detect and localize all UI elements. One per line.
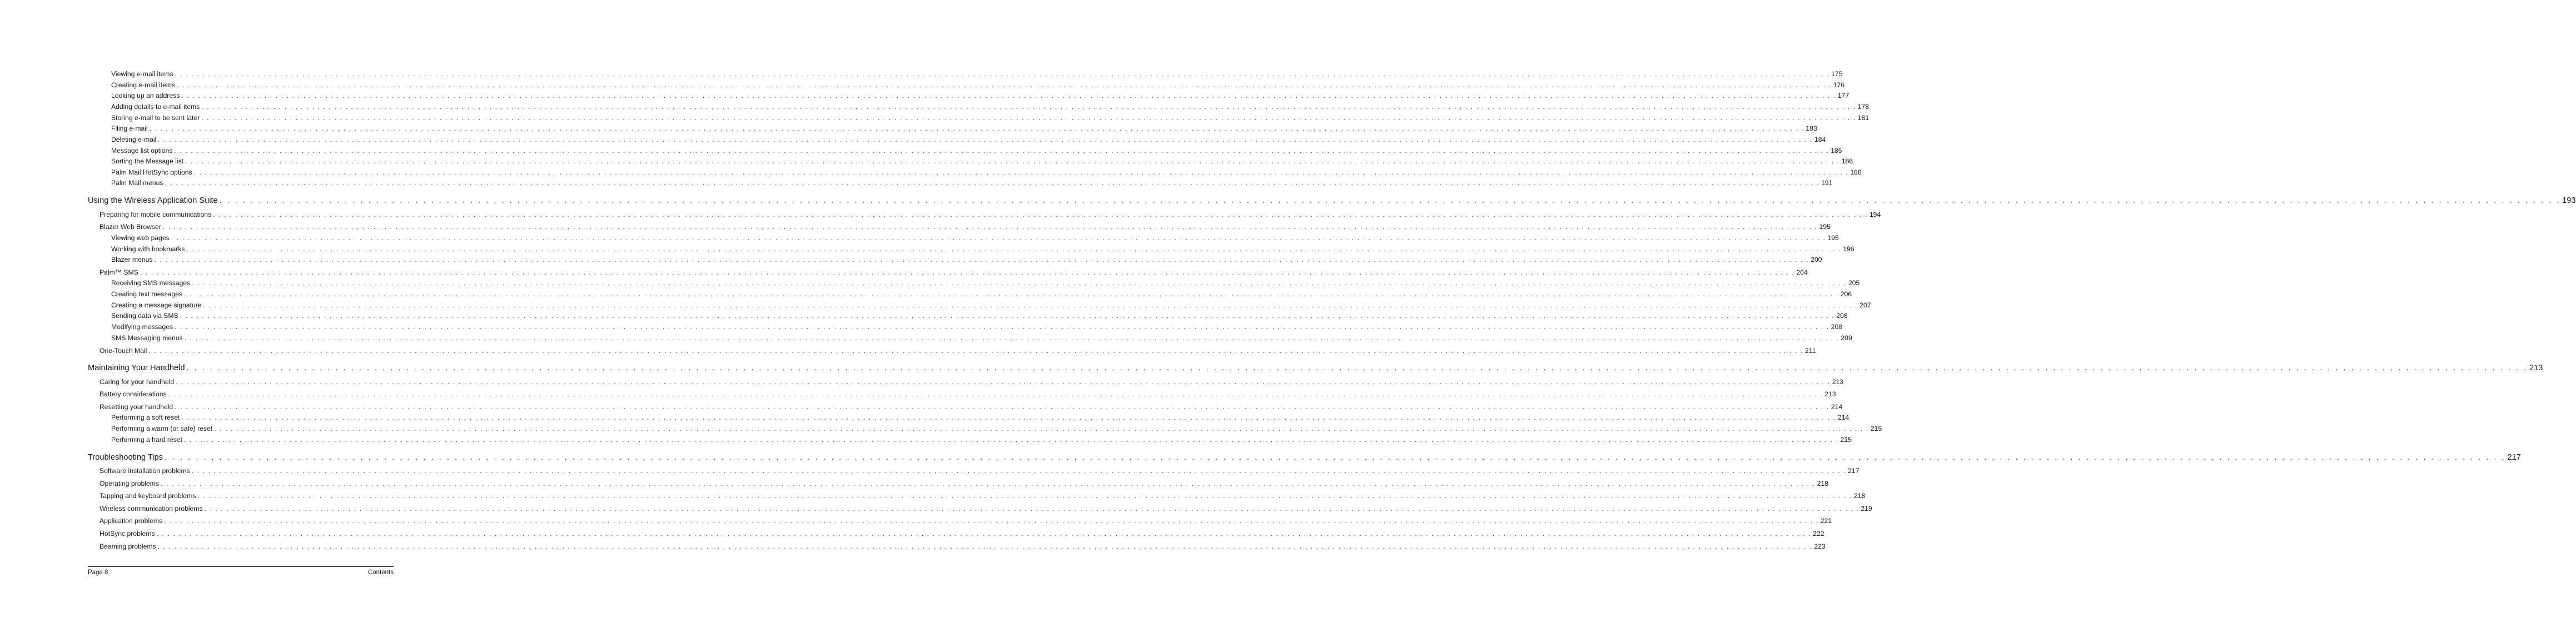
toc-entry-page: 219 [1861,505,1872,512]
footer-rule [88,566,394,567]
toc-leader-dots: . . . . . . . . . . . . . . . . . . . . . . . . . . . . . . . . . . . . . . . . . . . . . . . . . . . . . . . . . . . . . . . . . . . . . . . . . . . . . . . . . . . . . . . . . . . . . . . . . . . . . . . . . . . . . . . . . . . . . . . . . . . . . . . . . . . . . . . . . . . . . . . . . . . . . . . . . . . . . . . . . . . . . . . . . . . . . . . . . . . . . . . . . . . . . . . . . . . . . . . . . . . . . . . . . . . . . . . . . . . . . . . . . . . . . . . . . . . . . . . . . . . . . . . . . . . . . . . . . . . . . . . . . . . . . . . . . . . . . . . . . . . . . . . . . . . . . . . . . . . [162,223,1818,231]
toc-leader-dots: . . . . . . . . . . . . . . . . . . . . . . . . . . . . . . . . . . . . . . . . . . . . . . . . . . . . . . . . . . . . . . . . . . . . . . . . . . . . . . . . . . . . . . . . . . . . . . . . . . . . . . . . . . . . . . . . . . . . . . . . . . . . . . . . . . . . . . . . . . . . . . . . . . . . . . . . . . . . . . . . . . . . . . . . . . . . . . . . . . . . . . . . . . . . . . . . . . . . . . . . . . . . . . . . . . . . . . . . . . . . . . . . . . . . . . . . . . . . . . . . . . . . . . . . . . . . . . . . . . . . . . . . . . . . . . . . . . . . . . . . . . . . . . . . . . . . . . . . . . . [201,103,1856,111]
toc-entry-page: 175 [1831,70,1843,78]
toc-entry [111,414,1849,421]
toc-entry-page: 215 [1870,425,1882,432]
toc-entry-title: Modifying messages [111,323,173,331]
toc-entry-title: Performing a warm (or safe) reset [111,425,213,432]
toc-entry-page: 218 [1817,480,1829,487]
toc-entry-title: Message list options [111,147,173,155]
toc-entry [111,157,1853,165]
toc-entry [111,334,1852,342]
toc-entry-title: Resetting your handheld [100,403,173,411]
toc-leader-dots: . . . . . . . . . . . . . . . . . . . . . . . . . . . . . . . . . . . . . . . . . . . . . . . . . . . . . . . . . . . . . . . . . . . . . . . . . . . . . . . . . . . . . . . . . . . . . . . . . . . . . . . . . . . . . . . . . . . . . . . . . . . . . . . . . . . . . . . . . . . . . . . . . . . . . . . . . . . . . . . . . . . . . . . . . . . . . . . . . . . . . . . . . . . . . . . . . . . . . . . . . . . . . . . . . . . . . . . . . . . . . . . . . . . . . . . . . . . . . . . . . . . . . . . . . . . . . . . . . . . . . . . . . . . . . . . . . . . . . . . . . . . . . . . . . . . . . . . . . . . [181,414,1836,421]
toc-entry-title: Software installation problems [100,467,190,475]
toc-entry-page: 213 [1824,390,1836,398]
toc-entry-title: Preparing for mobile communications [100,211,212,218]
toc-entry [100,467,1859,475]
toc-entry-title: Filing e-mail [111,125,148,132]
toc-entry [100,268,1808,276]
toc-entry-title: Troubleshooting Tips [88,453,163,462]
toc-leader-dots: . . . . . . . . . . . . . . . . . . . . . . . . . . . . . . . . . . . . . . . . . . . . . . . . . . . . . . . . . . . . . . . . . . . . . . . . . . . . . . . . . . . . . . . . . . . . . . . . . . . . . . . . . . . . . . . . . . . . . . . . . . . . . . . . . . . . . . . . . . . . . . . . . . . . . . . . . . . . . . . . . . . . . . . . . . . . . . . . . . . . . . . . . . . . . . . . . . . . . . . . . . . . . . . . . . . . . . . . . . . . . . . . . . . . . . . . . . . . . . . . . . . . . . . . . . . . . . . . . . . . . . . . . . . . . . . . . . . . . . . . . . . . . . . . . . . . . . . . . . . [175,323,1829,331]
toc-entry-title: HotSync problems [100,530,155,538]
toc-entry-title: Performing a hard reset [111,436,183,444]
toc-entry-title: Wireless communication problems [100,505,203,512]
toc-leader-dots: . . . . . . . . . . . . . . . . . . . . . . . . . . . . . . . . . . . . . . . . . . . . . . . . . . . . . . . . . . . . . . . . . . . . . . . . . . . . . . . . . . . . . . . . . . . . . . . . . . . . . . . . . . . . . . . . . . . . . . . . . . . . . . . . . . . . . . . . . . . . . . . . . . . . . . . . . . . . . . . . . . . . . . . . . . . . . . . . . . . . . . . . . . . . . . . . . . . . . . . . . . . . . . . . . . . . . . . . . . . . . . . . . . . . . . . . . . . . . . . . . . . . . . . . . . . . . . . . . . . . . . . . . . . . . . . . . . . . . . . . . . . . . . . . . . . . . . . . . . . [148,347,1804,355]
toc-entry [100,347,1816,355]
toc-entry [111,125,1817,132]
toc-entry [100,543,1826,550]
toc-leader-dots: . . . . . . . . . . . . . . . . . . . . . . . . . . . . . . . . . . . . . . . . . . . . . . . . . . . . . . . . . . . . . . . . . . . . . . . . . . . . . . . . . . . . . . . . . . . . . . . . . . . . . . . . . . . . . . . . . . . . . . . . . . . . . . . . . . . . . . . . . . . . . . . . . . . . . . . . . . . . . . . . . . . . . . . . . . . . . . . . . . . . . . . . . . . . . . . . . . . . . . . . . . . . . . . . . . . . . . . . . . . . . . . . . . . . . . . . . . . . . . . . . . . . . . . . . . . . . . . . . . . . . . . . . . . . . . . . . . . . . . . . . . . . . . . . . . . . . . . . . . . [174,147,1829,155]
toc-leader-dots: . . . . . . . . . . . . . . . . . . . . . . . . . . . . . . . . . . . . . . . . . . . . . . . . . . . . . . . . . . . . . . . . . . . . . . . . . . . . . . . . . . . . . . . . . . . . . . . . . . . . . . . . . . . . . . . . . . . . . . . . . . . . . . . . . . . . . . . . . . . . . . . . . . . . . . . . . . . . . . . . . . . . . . . . . . . . . . . . . . . . . . . . . . . . . . . . . . . . . . . . . . . . . . . . . . . . . . . . . . . . . . . . . . . . . . . . . . . . . . . . . . . . . . . . . . . . . . . . . . . . . . . . . . . . . . . . . . . . . . . . . . . . . . . . . . . . . . . . . . . [203,301,1858,309]
toc-entry [111,245,1854,253]
toc-entry [111,147,1842,155]
toc-entry-title: Receiving SMS messages [111,279,191,287]
toc-entry-title: Operating problems [100,480,160,487]
toc-entry-page: 223 [1814,543,1826,550]
toc-leader-dots: . . . . . . . . . . . . . . . . . . . . . . . . . . . . . . . . . . . . . . . . . . . . . . . . . . . . . . . . . . . . . . . . . . . . . . . . . . . . . . . . . . . . . . . . . . . . . . . . . . . . . . . . . . . . . . . . . . . . . . . . . . . . . . . . . . . . . . . . . . . . . . . . . . . . . . . . . . . . . . . . . . . . . . . . . . . . . . . . . . . . . . . . . . . . . . . . . . . . . . . . . . . . . . . . . . . . . . . . . . . . . . . . . . . . . . . . . . . . . . . . . . . . . . . . . . . . . . . . . . . . . . . . . . . . . . . . . . . . . . . . . . . . . . . . . . . . . . . . . . . [175,70,1830,78]
toc-leader-dots: . . . . . . . . . . . . . . . . . . . . . . . . . . . . . . . . . . . . . . . . . . . . . . . . . . . . . . . . . . . . . . . . . . . . . . . . . . . . . . . . . . . . . . . . . . . . . . . . . . . . . . . . . . . . . . . . . . . . . . . . . . . . . . . . . . . . . . . . . . . . . . . . . . . . . . . . . . . . . . . . . . . . . . . . . . . . . . . . . . . . . . . . . . . . . . . . . . . . . . . . . . . . . . . . . . . . . . . . . . . . . . . . . . . . . . . . . . . . . . . . . . . . . . . . . . . . . . . . . . . . . . . . . . . . . . . . . . . . . . . . . . . . . . . . . . . . . . . . . . . [154,256,1809,263]
toc-leader-dots: . . . . . . . . . . . . . . . . . . . . . . . . . . . . . . . . . . . . . . . . . . . . . . . . . . . . . . . . . . . . . . . . . . . . . . . . . . . . . . . . . . . . . . . . . . . . . . . . . . . . . . . . . . . . . . . . . . . . . . . . . . . . . . . . . . . . . . . . . . . . . . . . . . . . . . . . . . . . . . . . . . . . . . . . . . . . . . . . . . . . . . . . . . . . . . . . . . . . . . . . . . . . . . . . . . . . . . . . . . . . . . . . . . . . . . . . . . . . . . . . . . . . . . . . . . . . . . . . . . . . . . . . . . . . . . . . . . . . . . . . . . . . . . . . . . . . . . . . . . . [157,543,1813,550]
toc-entry-page: 222 [1813,530,1824,538]
toc-leader-dots: . . . . . . . . . . . . . . . . . . . . . . . . . . . . . . . . . . . . . . . . . . . . . . . . . . . . . . . . . . . . . . . . . . . . . . . . . . . . . . . . . . . . . . . . . . . . . . . . . . . . . . . . . . . . . . . . . . . . . . . . . . . . . . . . . . . . . . . . . . . . . . . . . . . . . . . . . . . . . . . . . . . . . . . . . . . . . . . . . . . . . . . . . . . . . . . . . . . . . . . . . . . . . . . . . . . . . . . . . . . . . . . . . . . . . . . . . . . . . . . . . . . . . . . . . . . . . . . . . . . . . . . . . . . . . . . . . . . . . . . . . . . . . . . . . . . . . . . . . . . [186,245,1842,253]
toc-entry-page: 185 [1831,147,1842,155]
toc-entry-page: 206 [1840,290,1852,298]
toc-entry [111,234,1839,242]
toc-entry-title: Adding details to e-mail items [111,103,200,111]
toc-leader-dots: . . . . . . . . . . . . . . . . . . . . . . . . . . . . . . . . . . . . . . . . . . . . . . . . . . . . . . . . . . . . . . . . . . . . . . . . . . . . . . . . . . . . . . . . . . . . . . . . . . . . . . . . . . . . . . . . . . . . . . . . . . . . . . . . . . . . . . . . . . . . . . . . . . . . . . . . . . . . . . . . . . . . . . . . . . . . . . . . . . . . . . . . . . . . . . . . . . . . . . . . . . . . . . . . . . . . . . . . . . . . . . . . . . . . . . . . . . . . . . . . . . . . . . . . . . . . . . . . . . . . . . . . . . . . . . . . . . . . . . . . . . . . . . . . . . . . . . . . . . . [184,290,1839,298]
toc-entry [111,301,1871,309]
toc-entry-page: 205 [1848,279,1860,287]
toc-leader-dots: . . . . . . . . . . . . . . . . . . . . . . . . . . . . . . . . . . . . . . . . . . . . . . . . . . . . . . . . . . . . . . . . . . . . . . . . . . . . . . . . . . . . . . . . . . . . . . . . . . . . . . . . . . . . . . . . . . . . . . . . . . . . . . . . . . . . . . . . . . . . . . . . . . . . . . . . . . . . . . . . . . . . . . . . . . . . . . . . . . . . . . . . . . . . . . . . . . . . . . . . . . . . . . . . . . . . . . . . . . . . . . . . . . . . . . . . . . . . . . . . . . . . . . . . . . . . . . . . . . . . . . . . . . . . . . . . . . . . . . . . . . . . . . . . . . . . . . . . . . . [197,492,1853,500]
toc-leader-dots: . . . . . . . . . . . . . . . . . . . . . . . . . . . . . . . . . . . . . . . . . . . . . . . . . . . . . . . . . . . . . . . . . . . . . . . . . . . . . . . . . . . . . . . . . . . . . . . . . . . . . . . . . . . . . . . . . . . . . . . . . . . . . . . . . . . . . . . . . . . . . . . . . . . . . . . . . . . . . . . . . . . . . . . . . . . . . . . . . . . . . . . . . . . . . . . . . . . . . . . . . . . . . . . . . . . . . . . . . . . . . . . . . . . . . . . . . . . . . . . . . . . . . . . . . . . . . . . . . . . . . . . . . . . . . . . . . . . . . . . . . . . . . . . . . . . . . . . . . . . [177,81,1832,89]
toc-leader-dots: . . . . . . . . . . . . . . . . . . . . . . . . . . . . . . . . . . . . . . . . . . . . . . . . . . . . . . . . . . . . . . . . . . . . . . . . . . . . . . . . . . . . . . . . . . . . . . . . . . . . . . . . . . . . . . . . . . . . . . . . . . . . . . . . . . . . . . . . . . . . . . . . . . . . . . . . . . . . . . . . . . . . . . . . . . . . . . . . . . . . . . . . . . . . . . . . . . . . . . . . . . . . . . . . . . . . . . . . . . . . . . . . . . . . . . . . . . . . . . . . . . . . . . . . . . . . . . . . . . . . . . . . . . . . . . . . . . . . . . . . . . . . . . . . . . . . . . . . . . . [164,517,1819,525]
toc-entry-page: 196 [1843,245,1854,253]
toc-entry-title: Palm™ SMS [100,268,138,276]
toc-leader-dots: . . . . . . . . . . . . . . . . . . . . . . . . . . . . . . . . . . . . . . . . . . . . . . . . . . . . . . . . . . . . . . . . . . . . . . . . . . . . . . . . . . . . . . . . . . . . . . . . . . . . . . . . . . . . . . . . . . . . . . . . . . . . . . . . . . . . . . . . . . . . . . . . . . . . . . . . . . . . . . . . . . . . . . . . . . . . . . . . . . . . . . . . . . . . . . . . . . . . . . . . . . . . . . . . . . . . . . . . . . . . . . . . . . . . . . . . . . . . . . . . . . . . . . . . . . . . . . . . . . . . . . . . . . . . . . . . . . . . . . . . . . . . . . . . . . . . . . . . . . . [176,378,1831,386]
toc-entry [100,480,1829,487]
toc-leader-dots: . . . . . . . . . . . . . . . . . . . . . . . . . . . . . . . . . . . . . . . . . . . . . . . . . . . . . . . . . . . . . . . . . . . . . . . . . . . . . . . . . . . . . . . . . . . . . . . . . . . . . . . . . . . . . . . . . . . . . . . . . . . . . . . . . . . . . . . . . . . . . . . . . . . . . . . . . . . . . . . . . . . . . . . . . . . . . . . . . . . . . . . . . . . . . . . . . . . . . . . . . . . . . . . . . . . . . . . . . . . . . . . . . . . . . . . . . . . . . . . . . . . . . . . . . . . . . . . . . . . . . . . . . . . . . . . . . . . . . . . . . . . . . . . . . . . . . . . . . . . [140,268,1795,276]
toc-leader-dots: . . . . . . . . . . . . . . . . . . . . . . . . . . . . . . . . . . . . . . . . . . . . . . . . . . . . . . . . . . . . . . . . . . . . . . . . . . . . . . . . . . . . . . . . . . . . . . . . . . . . . . . . . . . . . . . . . . . . . . . . . . . . . . . . . . . . . . . . . . . . . . . . . . . . . . . . . . . . . . . . . . . . . . . . . . . . . . . . . . . . . . . . . . . . . . . . . . . . . . . . . . . . . . . . . . . . . . . . . . . . . . . . . . . . . . . . . . . . . . . . . . . . . . . . . . . . . . . . . . . . . . . . . . . . . . . . . . . . . . . . . . . . . . . . . . . . . . . . . . . [204,505,1859,512]
toc-entry-page: 195 [1819,223,1831,231]
toc-entry-page: 217 [2507,453,2521,462]
toc-entry-title: Battery considerations [100,390,167,398]
toc-entry [100,223,1831,231]
toc-leader-dots: . . . . . . . . . . . . . . . . . . . . . . . . . . . . . . . . . . . . . . . . . . . . . . . . . . . . . . . . . . . . . . . . . . . . . . . . . . . . . . . . . . . . . . . . . . . . . . . . . . . . . . . . . . . . . . . . . . . . . . . . . . . . . . . . . . . . . . . . . . . . . . . . . . . . . . . . . . . . . . . . . . . . . . . . . . . . . . . . . . . . . . . . . . . . . . . . . . . . . . . . . . . . . . . . . . . . . . . . . . . . . . . . . . . . . . . . . . . . . . . . . . . . . . . . . . . . . . . . . . . . . . . . . . . . . . . . . . . . . . . . . . . . . . . . . . . . . . . . . . . [191,467,1847,475]
toc-entry-page: 218 [1854,492,1866,500]
toc-leader-dots: . . . . . . . . . . . . . . . . . . . . . . . . . . . . . . . . . . . . . . . . . . . . . . . . . . . . . . . . . . . . . . . . . . . . . . . . . . . . . . . . . . . . . . . . . . . . . . . . . . . . . . . . . . . . . . . . . . . . . . . . . . . . . . . . . . . . . . . . . . . . . . . . . . . . . . . . . . . . . . . . . . . . . . . . . . . . . . . . . . . . . . . . . . . . . . . . . . . . . . . . . . . . . . . . . . . . . . . . . . . . . . . . . . . . . . . . . . . . . . . . . . . . . . . . . . . . . . . . . . . . . . . . . . . . . . . . . . . . . . . . . . . . . . . . . . . . . . . . . . . [180,312,1835,320]
toc-leader-dots: . . . . . . . . . . . . . . . . . . . . . . . . . . . . . . . . . . . . . . . . . . . . . . . . . . . . . . . . . . . . . . . . . . . . . . . . . . . . . . . . . . . . . . . . . . . . . . . . . . . . . . . . . . . . . . . . . . . . . . . . . . . . . . . . . . . . . . . . . . . . . . . . . . . . . . . . . . . . . . . . . . . . . . . . . . . . . . . . . . . . . . . . . . . . . . . . . . . . . . . . . . . . . . . . . . . . . . . . . . . . . . . . . . . . . . . . . . . . . . . . . . . . . . . . . . . . . . . . . . . . . . . . . . . . . . . . . . . . . . . . . . . . . . . . . . . . . . . . . . . [181,92,1837,99]
toc-entry [111,179,1833,187]
toc-leader-dots: . . . . . . . . . . . . . . . . . . . . . . . . . . . . . . . . . . . . . . . . . . . . . . . . . . . . . . . . . . . . . . . . . . . . . . . . . . . . . . . . . . . . . . . . . . . . . . . . . . . . . . . . . . . . . . . . . . . . . . . . . . . . . . . . . . . . . . . . . . . . . . . . . . . . . . . . . . . . . . . . . . . . . . . . . . . . . . . . . . . . . . . . . . . . . . . . . . . . . . . . . . . . . . . . . . . . . . . . . . . . . . . . . . . . . . . . . . . . . . . . . . . . . . . . . . . . . . . . . . . . . . . . . . . . . . . . . . . . . . . . . . . . . . . . . . . . . . . . . . . [156,530,1812,538]
toc-entry [100,505,1872,512]
toc-entry-title: Application problems [100,517,163,525]
toc-entry-page: 208 [1831,323,1843,331]
toc-entry [111,312,1848,320]
toc-entry-page: 214 [1831,403,1843,411]
toc-leader-dots: . . . . . . . . . . . . . . . . . . . . . . . . . . . . . . . . . . . . . . . . . . . . . . . . . . . . . . . . . . . . . . . . . . . . . . . . . . . . . . . . . . . . . . . . . . . . . . . . . . . . . . . . . . . . . . . . . . . . . . . . . . . . . . . . . . . . . . . . . . . . . . . . . . . . . . . . . . . . . . . . . . . . . . . . . . . . . . . . . . . . . . . . . . . . . . . . . . . . . . . . . . . . . . . . . . . . . . . . . . . . . . . . . . . . . . . . . . . . . . . . . . . . . . . . . . . . . . . . . . . . . . . . . . . . . . . . . . . . . . . . . . . . . . . . . . . . . . . . . . . [161,480,1816,487]
toc-entry [100,211,1881,218]
toc-entry-title: Beaming problems [100,543,156,550]
toc-entry-page: 193 [2562,196,2576,205]
toc-leader-dots: . . . . . . . . . . . . . . . . . . . . . . . . . . . . . . . . . . . . . . . . . . . . . . . . . . . . . . . . . . . . . . . . . . . . . . . . . . . . . . . . . . . . . . . . . . . . . . . . . . . . . . . . . . . . . . . . . . . . . . . . . . . . . . . . . . . . . . . . . . . . . . . . . . . . . . . . . . . . . . . . . . . . . . . . . . . . . . . . . . . . . . . . . . . . . . . . . . . . . . . . . . . . . . . . . . . . . . . . . . . . . . . . . . . . . . . . . . . . . . . . . . . . . . . . . . . . . . . . . . . . . . . . . . . . . . . . . . . . . . . . . . . . . . . . . . . . . . . . . . . [184,436,1839,444]
toc-entry [111,114,1869,122]
toc-entry [111,425,1882,432]
toc-entry [100,530,1824,538]
toc-entry-page: 183 [1806,125,1817,132]
toc-leader-dots: . . . . . . . . . . . . . . . . . . . . . . . . . . . . . . . . . . . . . . . . . . . . . . . . . . . . . . . . . . . . . . . . . . . . . . . . . . . . . . . . . . . . . . . . . . . . . . . . . . . . . . . . . . . . . . . . . . . . . . . . . . . . . . . . . . . . . . . . . . . . . . . . . . . . . . . . . . . . . . . . . . . . . . . . . . . . . . . . . . . . . . . . . . . . . . . . . . . . . . . . . . . . . . . . . . . . . . . . . . . . . . . . . . . . . . . . . . . . . . . . . . . . . . . . . . . . . . . . . . . . . . . . . . . . . . . . . . . . . . . . . . . . . . . . . . . . . . . . . . . [165,179,1820,187]
toc-leader-dots: . . . . . . . . . . . . . . . . . . . . . . . . . . . . . . . . . . . . . . . . . . . . . . . . . . . . . . . . . . . . . . . . . . . . . . . . . . . . . . . . . . . . . . . . . . . . . . . . . . . . . . . . . . . . . . . . . . . . . . . . . . . . . . . . . . . . . . . . . . . . . . . . . . . . . . . . . . . . . . . . . . . . . . . . . . . . . . . . . . . . . . . . . . . . . . . . . . . . . . . . . . . . . . . . . . . . . . . . . . . . . . . . . . . . . . . . . . . . . . . . . . . . . . . . . . . . . . . . . . . . . . . . . . . . . . . . . . . . . . . . . . . . . . . . . . . . . . . . . . . [219,196,2561,205]
toc-leader-dots: . . . . . . . . . . . . . . . . . . . . . . . . . . . . . . . . . . . . . . . . . . . . . . . . . . . . . . . . . . . . . . . . . . . . . . . . . . . . . . . . . . . . . . . . . . . . . . . . . . . . . . . . . . . . . . . . . . . . . . . . . . . . . . . . . . . . . . . . . . . . . . . . . . . . . . . . . . . . . . . . . . . . . . . . . . . . . . . . . . . . . . . . . . . . . . . . . . . . . . . . . . . . . . . . . . . . . . . . . . . . . . . . . . . . . . . . . . . . . . . . . . . . . . . . . . . . . . . . . . . . . . . . . . . . . . . . . . . . . . . . . . . . . . . . . . . . . . . . . . . [214,425,1869,432]
toc-entry-page: 213 [1832,378,1844,386]
toc-entry [88,453,2521,462]
toc-entry [111,70,1843,78]
toc-entry [111,81,1845,89]
toc-entry-title: Storing e-mail to be sent later [111,114,200,122]
toc-entry [111,136,1826,143]
toc-entry-page: 186 [1841,157,1853,165]
toc-leader-dots: . . . . . . . . . . . . . . . . . . . . . . . . . . . . . . . . . . . . . . . . . . . . . . . . . . . . . . . . . . . . . . . . . . . . . . . . . . . . . . . . . . . . . . . . . . . . . . . . . . . . . . . . . . . . . . . . . . . . . . . . . . . . . . . . . . . . . . . . . . . . . . . . . . . . . . . . . . . . . . . . . . . . . . . . . . . . . . . . . . . . . . . . . . . . . . . . . . . . . . . . . . . . . . . . . . . . . . . . . . . . . . . . . . . . . . . . . . . . . . . . . . . . . . . . . . . . . . . . . . . . . . . . . . . . . . . . . . . . . . . . . . . . . . . . . . . . . . . . . . . [201,114,1856,122]
toc-leader-dots: . . . . . . . . . . . . . . . . . . . . . . . . . . . . . . . . . . . . . . . . . . . . . . . . . . . . . . . . . . . . . . . . . . . . . . . . . . . . . . . . . . . . . . . . . . . . . . . . . . . . . . . . . . . . . . . . . . . . . . . . . . . . . . . . . . . . . . . . . . . . . . . . . . . . . . . . . . . . . . . . . . . . . . . . . . . . . . . . . . . . . . . . . . . . . . . . . . . . . . . . . . . . . . . . . . . . . . . . . . . . . . . . . . . . . . . . . . . . . . . . . . . . . . . . . . . . . . . . . . . . . . . . . . . . . . . . . . . . . . . . . . . . . . . . . . . . . . . . . . . [158,136,1813,143]
toc-entry-title: Maintaining Your Handheld [88,364,185,372]
toc-leader-dots: . . . . . . . . . . . . . . . . . . . . . . . . . . . . . . . . . . . . . . . . . . . . . . . . . . . . . . . . . . . . . . . . . . . . . . . . . . . . . . . . . . . . . . . . . . . . . . . . . . . . . . . . . . . . . . . . . . . . . . . . . . . . . . . . . . . . . . . . . . . . . . . . . . . . . . . . . . . . . . . . . . . . . . . . . . . . . . . . . . . . . . . . . . . . . . . . . . . . . . . . . . . . . . . . . . . . . . . . . . . . . . . . . . . . . . . . . . . . . . . . . . . . . . . . . . . . . . . . . . . . . . . . . . . . . . . . . . . . . . . . . . . . . . . . . . . . . . . . . . . [185,157,1840,165]
toc-entry-title: Performing a soft reset [111,414,180,421]
toc-entry-page: 200 [1811,256,1822,263]
toc-entry-title: Palm Mail HotSync options [111,168,192,176]
toc-entry-title: Sending data via SMS [111,312,178,320]
toc-leader-dots: . . . . . . . . . . . . . . . . . . . . . . . . . . . . . . . . . . . . . . . . . . . . . . . . . . . . . . . . . . . . . . . . . . . . . . . . . . . . . . . . . . . . . . . . . . . . . . . . . . . . . . . . . . . . . . . . . . . . . . . . . . . . . . . . . . . . . . . . . . . . . . . . . . . . . . . . . . . . . . . . . . . . . . . . . . . . . . . . . . . . . . . . . . . . . . . . . . . . . . . . . . . . . . . . . . . . . . . . . . . . . . . . . . . . . . . . . . . . . . . . . . . . . . . . . . . . . . . . . . . . . . . . . . . . . . . . . . . . . . . . . . . . . . . . . . . . . . . . . . . [149,125,1804,132]
toc-entry [111,168,1862,176]
toc-entry-title: Viewing web pages [111,234,170,242]
toc-entry [111,279,1860,287]
toc-entry [111,92,1849,99]
toc-entry-page: 204 [1796,268,1808,276]
toc-entry-title: Working with bookmarks [111,245,185,253]
toc-entry-page: 209 [1841,334,1852,342]
toc-leader-dots: . . . . . . . . . . . . . . . . . . . . . . . . . . . . . . . . . . . . . . . . . . . . . . . . . . . . . . . . . . . . . . . . . . . . . . . . . . . . . . . . . . . . . . . . . . . . . . . . . . . . . . . . . . . . . . . . . . . . . . . . . . . . . . . . . . . . . . . . . . . . . . . . . . . . . . . . . . . . . . . . . . . . . . . . . . . . . . . . . . . . . . . . . . . . . . . . . . . . . . . . . . . . . . . . . . . . . . . . . . . . . . . . . . . . . . . . . . . . . . . . . . . . . . . . . . . . . . . . . . . . . . . . . . . . . . . . . . . . . . . . . . . . . . . . . . . . . . . . . . . [213,211,1868,218]
toc-entry-page: 177 [1838,92,1849,99]
toc-entry-page: 208 [1836,312,1848,320]
toc-entry-page: 195 [1827,234,1839,242]
toc-entry [111,103,1869,111]
toc-entry [111,323,1843,331]
toc-entry-title: Sorting the Message list [111,157,184,165]
toc-entry-title: SMS Messaging menus [111,334,183,342]
toc-entry-title: Tapping and keyboard problems [100,492,196,500]
toc-entry-title: One-Touch Mail [100,347,147,355]
toc-entry-page: 213 [2529,364,2543,372]
toc-entry-page: 176 [1833,81,1845,89]
toc-entry [100,378,1844,386]
toc-entry-title: Deleting e-mail [111,136,157,143]
toc-entry-page: 184 [1814,136,1826,143]
toc-leader-dots: . . . . . . . . . . . . . . . . . . . . . . . . . . . . . . . . . . . . . . . . . . . . . . . . . . . . . . . . . . . . . . . . . . . . . . . . . . . . . . . . . . . . . . . . . . . . . . . . . . . . . . . . . . . . . . . . . . . . . . . . . . . . . . . . . . . . . . . . . . . . . . . . . . . . . . . . . . . . . . . . . . . . . . . . . . . . . . . . . . . . . . . . . . . . . . . . . . . . . . . . . . . . . . . . . . . . . . . . . . . . . . . . . . . . . . . . . . . . . . . . . . . . . . . . . . . . . . . . . . . . . . . . . . . . . . . . . . . . . . . . . . . . . . . . . . . . . . . . . . . [193,168,1849,176]
toc-entry [111,256,1822,263]
toc-leader-dots: . . . . . . . . . . . . . . . . . . . . . . . . . . . . . . . . . . . . . . . . . . . . . . . . . . . . . . . . . . . . . . . . . . . . . . . . . . . . . . . . . . . . . . . . . . . . . . . . . . . . . . . . . . . . . . . . . . . . . . . . . . . . . . . . . . . . . . . . . . . . . . . . . . . . . . . . . . . . . . . . . . . . . . . . . . . . . . . . . . . . . . . . . . . . . . . . . . . . . . . . . . . . . . . . . . . . . . . . . . . . . . . . . . . . . . . . . . . . . . . . . . . . . . . . . . . . . . . . . . . . . . . . . . . . . . . . . . . . . . . . . . . . . . . . . . . . . . . . . . . [164,453,2506,462]
toc-entry-title: Creating text messages [111,290,183,298]
toc-entry-page: 217 [1848,467,1859,475]
toc-leader-dots: . . . . . . . . . . . . . . . . . . . . . . . . . . . . . . . . . . . . . . . . . . . . . . . . . . . . . . . . . . . . . . . . . . . . . . . . . . . . . . . . . . . . . . . . . . . . . . . . . . . . . . . . . . . . . . . . . . . . . . . . . . . . . . . . . . . . . . . . . . . . . . . . . . . . . . . . . . . . . . . . . . . . . . . . . . . . . . . . . . . . . . . . . . . . . . . . . . . . . . . . . . . . . . . . . . . . . . . . . . . . . . . . . . . . . . . . . . . . . . . . . . . . . . . . . . . . . . . . . . . . . . . . . . . . . . . . . . . . . . . . . . . . . . . . . . . . . . . . . . . [184,334,1839,342]
toc-entry [100,390,1836,398]
toc-leader-dots: . . . . . . . . . . . . . . . . . . . . . . . . . . . . . . . . . . . . . . . . . . . . . . . . . . . . . . . . . . . . . . . . . . . . . . . . . . . . . . . . . . . . . . . . . . . . . . . . . . . . . . . . . . . . . . . . . . . . . . . . . . . . . . . . . . . . . . . . . . . . . . . . . . . . . . . . . . . . . . . . . . . . . . . . . . . . . . . . . . . . . . . . . . . . . . . . . . . . . . . . . . . . . . . . . . . . . . . . . . . . . . . . . . . . . . . . . . . . . . . . . . . . . . . . . . . . . . . . . . . . . . . . . . . . . . . . . . . . . . . . . . . . . . . . . . . . . . . . . . . [171,234,1826,242]
toc-entry-page: 178 [1857,103,1869,111]
toc-entry-title: Creating a message signature [111,301,202,309]
toc-entry [100,492,1866,500]
toc-entry-page: 191 [1821,179,1833,187]
toc-entry-page: 181 [1857,114,1869,122]
toc-entry-title: Looking up an address [111,92,180,99]
toc-entry [88,364,2543,372]
toc-entry-page: 211 [1805,347,1816,355]
toc-entry-title: Palm Mail menus [111,179,163,187]
toc-leader-dots: . . . . . . . . . . . . . . . . . . . . . . . . . . . . . . . . . . . . . . . . . . . . . . . . . . . . . . . . . . . . . . . . . . . . . . . . . . . . . . . . . . . . . . . . . . . . . . . . . . . . . . . . . . . . . . . . . . . . . . . . . . . . . . . . . . . . . . . . . . . . . . . . . . . . . . . . . . . . . . . . . . . . . . . . . . . . . . . . . . . . . . . . . . . . . . . . . . . . . . . . . . . . . . . . . . . . . . . . . . . . . . . . . . . . . . . . . . . . . . . . . . . . . . . . . . . . . . . . . . . . . . . . . . . . . . . . . . . . . . . . . . . . . . . . . . . . . . . . . . . [192,279,1847,287]
toc-entry-page: 214 [1837,414,1849,421]
toc-entry [88,196,2576,205]
toc-entry-title: Blazer Web Browser [100,223,161,231]
toc-entry [100,517,1832,525]
toc-entry-title: Caring for your handheld [100,378,175,386]
toc-entry-title: Blazer menus [111,256,153,263]
toc-entry-title: Using the Wireless Application Suite [88,196,218,205]
toc-entry-page: 207 [1859,301,1871,309]
toc-entry [111,290,1852,298]
toc-entry-page: 221 [1820,517,1832,525]
toc-entry-title: Viewing e-mail items [111,70,173,78]
footer-page-number: Page 8 [88,569,108,576]
toc-entry-page: 186 [1850,168,1862,176]
toc-entry [111,436,1852,444]
toc-entry-title: Creating e-mail items [111,81,176,89]
toc-entry [100,403,1843,411]
toc-leader-dots: . . . . . . . . . . . . . . . . . . . . . . . . . . . . . . . . . . . . . . . . . . . . . . . . . . . . . . . . . . . . . . . . . . . . . . . . . . . . . . . . . . . . . . . . . . . . . . . . . . . . . . . . . . . . . . . . . . . . . . . . . . . . . . . . . . . . . . . . . . . . . . . . . . . . . . . . . . . . . . . . . . . . . . . . . . . . . . . . . . . . . . . . . . . . . . . . . . . . . . . . . . . . . . . . . . . . . . . . . . . . . . . . . . . . . . . . . . . . . . . . . . . . . . . . . . . . . . . . . . . . . . . . . . . . . . . . . . . . . . . . . . . . . . . . . . . . . . . . . . . [186,364,2528,372]
toc-entry-page: 194 [1869,211,1881,218]
toc-leader-dots: . . . . . . . . . . . . . . . . . . . . . . . . . . . . . . . . . . . . . . . . . . . . . . . . . . . . . . . . . . . . . . . . . . . . . . . . . . . . . . . . . . . . . . . . . . . . . . . . . . . . . . . . . . . . . . . . . . . . . . . . . . . . . . . . . . . . . . . . . . . . . . . . . . . . . . . . . . . . . . . . . . . . . . . . . . . . . . . . . . . . . . . . . . . . . . . . . . . . . . . . . . . . . . . . . . . . . . . . . . . . . . . . . . . . . . . . . . . . . . . . . . . . . . . . . . . . . . . . . . . . . . . . . . . . . . . . . . . . . . . . . . . . . . . . . . . . . . . . . . . [168,390,1823,398]
footer-section-name: Contents [367,569,394,576]
toc-entry-page: 215 [1840,436,1852,444]
toc-leader-dots: . . . . . . . . . . . . . . . . . . . . . . . . . . . . . . . . . . . . . . . . . . . . . . . . . . . . . . . . . . . . . . . . . . . . . . . . . . . . . . . . . . . . . . . . . . . . . . . . . . . . . . . . . . . . . . . . . . . . . . . . . . . . . . . . . . . . . . . . . . . . . . . . . . . . . . . . . . . . . . . . . . . . . . . . . . . . . . . . . . . . . . . . . . . . . . . . . . . . . . . . . . . . . . . . . . . . . . . . . . . . . . . . . . . . . . . . . . . . . . . . . . . . . . . . . . . . . . . . . . . . . . . . . . . . . . . . . . . . . . . . . . . . . . . . . . . . . . . . . . . [175,403,1829,411]
